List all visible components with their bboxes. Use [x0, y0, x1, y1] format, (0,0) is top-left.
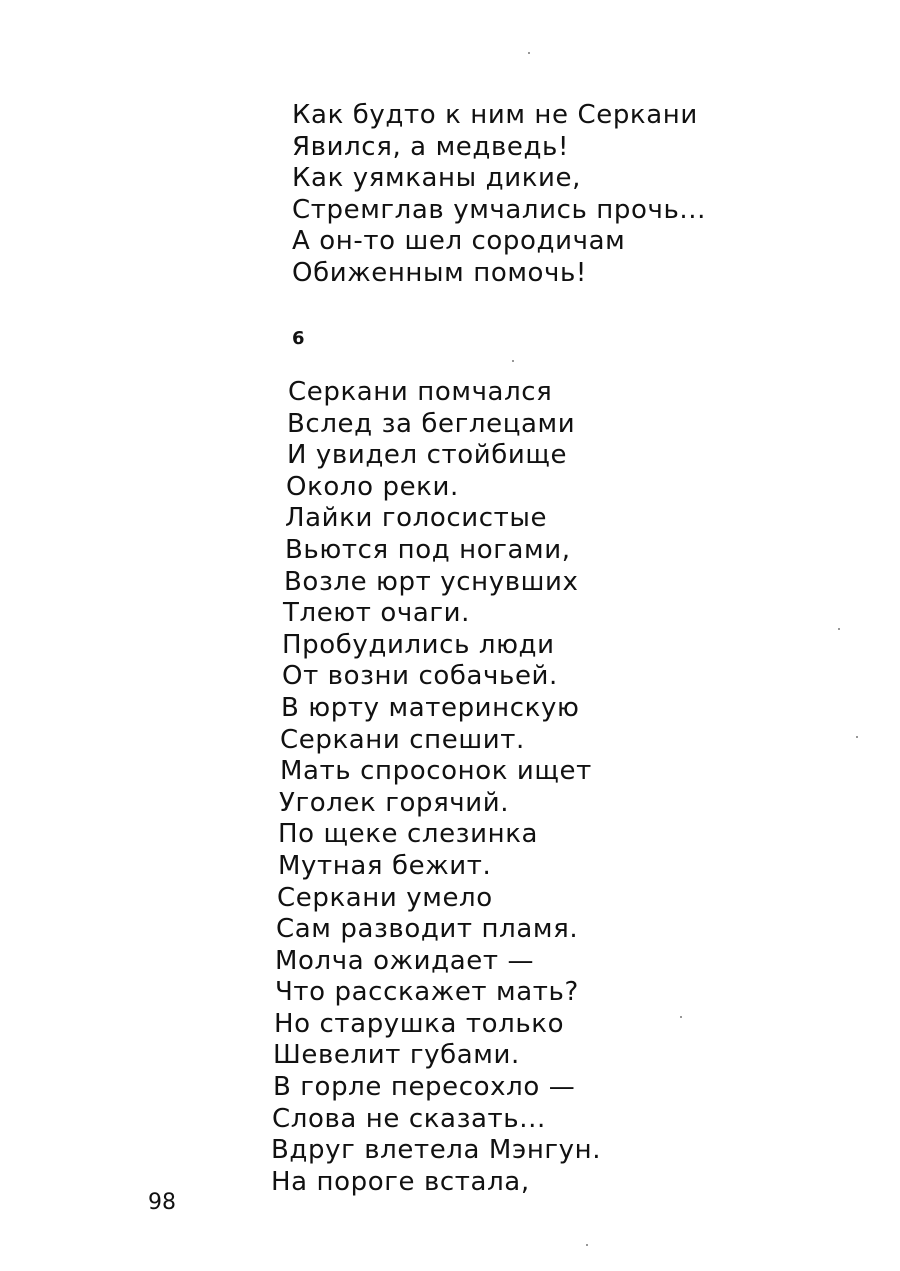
poem-line: От возни собачьей. [282, 661, 558, 692]
poem-line: Но старушка только [274, 1008, 565, 1039]
poem-line: Явился, а медведь! [292, 131, 569, 162]
poem-line: Возле юрт уснувших [284, 566, 579, 597]
scan-speck [838, 628, 840, 630]
poem-line: Шевелит губами. [273, 1040, 520, 1071]
poem-line: Обиженным помочь! [292, 257, 587, 288]
poem-line: Серкани помчался [288, 377, 553, 407]
scan-speck [528, 52, 530, 54]
poem-line: Мутная бежит. [278, 850, 492, 881]
poem-line: Пробудились люди [282, 629, 555, 660]
poem-line: Как будто к ним не Серкани [292, 100, 698, 130]
poem-line: Что расскажет мать? [275, 977, 579, 1008]
poem-line: Серкани спешит. [280, 724, 525, 755]
poem-line: Серкани умело [277, 882, 493, 913]
scan-speck [680, 1016, 682, 1018]
scan-speck [586, 1244, 588, 1246]
poem-line: Мать спросонок ищет [280, 756, 592, 787]
poem-line: Вьются под ногами, [285, 534, 571, 565]
poem-line: Уголек горячий. [279, 787, 510, 818]
poem-line: Стремглав умчались прочь... [292, 194, 706, 225]
poem-line: А он-то шел сородичам [292, 226, 626, 257]
poem-line: Слова не сказать... [272, 1103, 546, 1134]
section-number: 6 [292, 328, 305, 349]
poem-line: Вслед за беглецами [287, 408, 576, 439]
stanza-1 [292, 100, 706, 290]
poem-line: Как уямканы дикие, [292, 163, 581, 194]
stanza-2 [0, 377, 601, 1198]
scan-speck [512, 360, 514, 362]
poem-line: По щеке слезинка [278, 819, 539, 850]
poem-line: Лайки голосистые [285, 503, 548, 534]
poem-line: Сам разводит пламя. [276, 914, 579, 945]
scan-speck [856, 736, 858, 738]
poem-line: Около реки. [286, 471, 459, 502]
poem-line: В юрту материнскую [281, 692, 580, 723]
poem-line: На пороге встала, [271, 1166, 530, 1197]
page-number: 98 [148, 1190, 176, 1215]
poem-line: Тлеют очаги. [283, 598, 471, 629]
poem-line: И увидел стойбище [287, 440, 568, 471]
poem-line: Вдруг влетела Мэнгун. [271, 1135, 602, 1166]
poem-line: Молча ожидает — [275, 945, 535, 976]
poem-line: В горле пересохло — [273, 1072, 576, 1103]
